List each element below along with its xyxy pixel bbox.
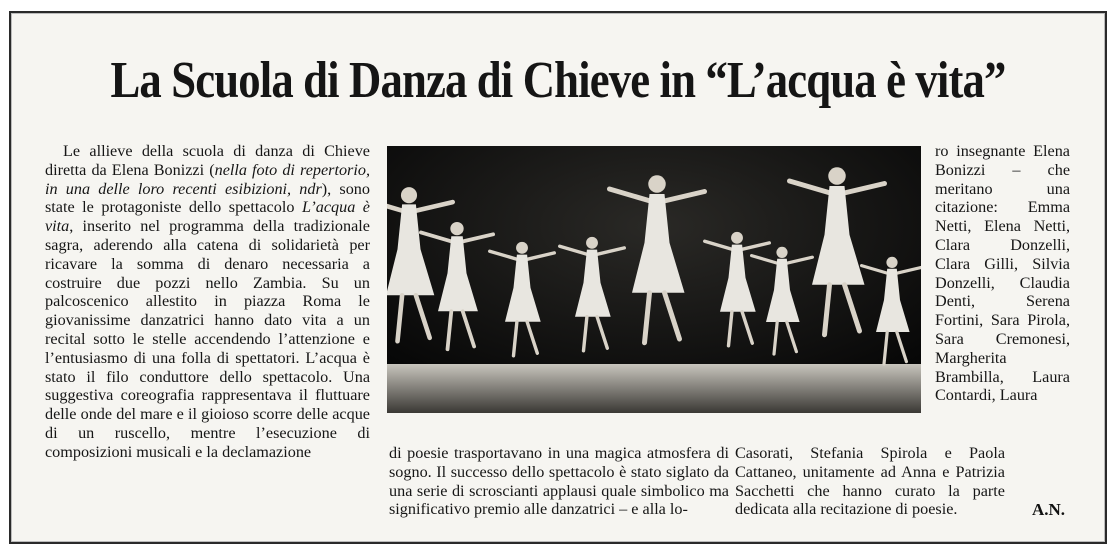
author-signature: A.N. (1031, 500, 1065, 519)
text-run: Le allieve della scuola di danza di Chieve diretta da Elena Bonizzi ( (45, 142, 370, 179)
article-column-2 (389, 444, 729, 519)
article-column-3 (735, 444, 1005, 519)
text-run: ), sono state le protagoniste dello spettacolo (45, 179, 370, 217)
stage-floor (387, 364, 921, 413)
photo-caption-note: nella foto di repertorio, in una delle loro recenti esibizioni, ndr (45, 160, 370, 198)
show-title: L’acqua è vita (45, 198, 370, 236)
dancers-image (387, 146, 921, 413)
paragraph: Casorati, Stefania Spirola e Paola Cattaneo, unitamente ad Anna e Patrizia Sacchetti che hanno curato la parte dedicata alla recitazione di poesie. (735, 444, 1005, 519)
article-column-1 (45, 142, 370, 462)
text-run: , inserito nel programma della tradizionale sagra, aderendo alla catena di solidarietà per ricavare la somma di denaro necessaria a costruire due pozzi nello Zambia. Su un palcoscenico allestito in piazza Roma le giovanissime danzatrici hanno dato vita a un recital sotto le stelle accendendo l’attenzione e l’entusiasmo di una folla di spettatori. L’acqua è stato il filo conduttore dello spettacolo. Una suggestiva coreografia rappresentava il fluttuare delle onde del mare e il gioioso scorre delle acque di un ruscello, mentre l’esecuzione di composizioni musicali e la declamazione (45, 217, 370, 461)
newspaper-clipping (9, 11, 1107, 544)
paragraph: ro insegnante Elena Bonizzi – che meritano una citazione: Emma Netti, Elena Netti, Clara Donzelli, Clara Gilli, Silvia Donzelli, Claudia Denti, Serena Fortini, Sara Pirola, Sara Cremonesi, Margherita Brambilla, Laura Contardi, Laura (935, 142, 1070, 405)
article-column-4 (935, 142, 1070, 405)
headline: La Scuola di Danza di Chieve in “L’acqua è vita” (110, 52, 1006, 109)
paragraph: di poesie trasportavano in una magica atmosfera di sogno. Il successo dello spettacolo è stato siglato da una serie di scroscianti applausi quale simbolico ma significativo premio alle danzatrici – e alla lo- (389, 444, 729, 519)
dancers-photo (387, 146, 921, 413)
paragraph (45, 142, 370, 462)
